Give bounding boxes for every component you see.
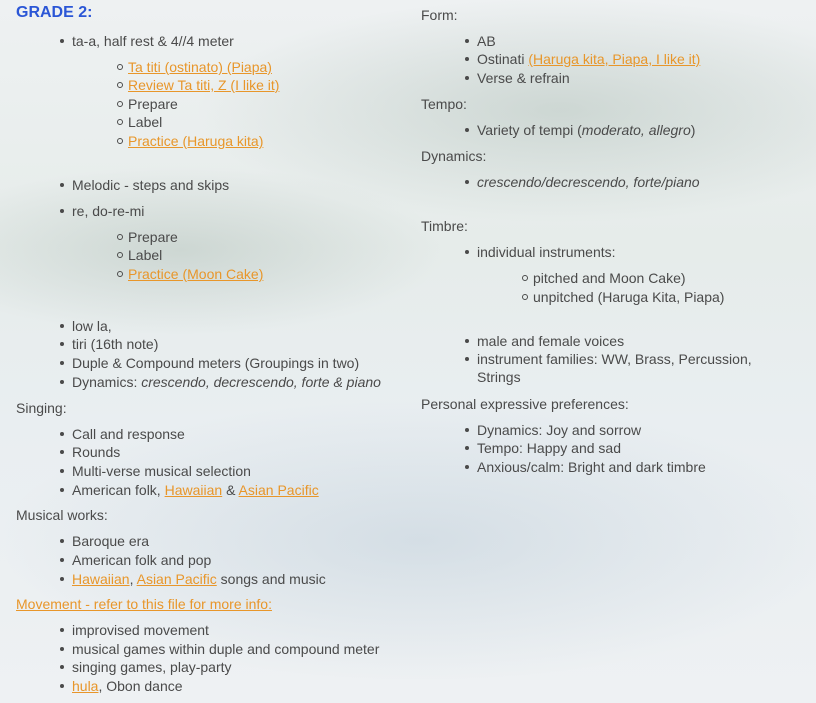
list-item: improvised movement bbox=[72, 622, 209, 638]
section-heading-singing: Singing: bbox=[16, 400, 67, 416]
asian-pacific-link[interactable]: Asian Pacific bbox=[238, 482, 319, 498]
list-item: Label bbox=[128, 114, 163, 130]
list-item: Prepare bbox=[128, 96, 178, 112]
section-heading-form: Form: bbox=[421, 7, 458, 23]
list-item-link[interactable]: Practice (Haruga kita) bbox=[128, 133, 264, 149]
list-item: individual instruments: bbox=[477, 244, 616, 260]
list-item: instrument families: WW, Brass, Percussion, Strings bbox=[477, 350, 777, 386]
list-item: Rounds bbox=[72, 444, 121, 460]
list-item: unpitched (Haruga Kita, Piapa) bbox=[533, 289, 725, 305]
list-item: Duple & Compound meters (Groupings in two) bbox=[72, 355, 360, 371]
list-item: Multi-verse musical selection bbox=[72, 463, 251, 479]
list-item: hula, Obon dance bbox=[72, 678, 183, 694]
list-item: tiri (16th note) bbox=[72, 336, 159, 352]
movement-heading-link[interactable]: Movement - refer to this file for more info: bbox=[16, 596, 272, 612]
list-item: low la, bbox=[72, 318, 112, 334]
list-item: Hawaiian, Asian Pacific songs and music bbox=[72, 571, 326, 587]
list-item: American folk, Hawaiian & Asian Pacific bbox=[72, 482, 319, 498]
list-item: Verse & refrain bbox=[477, 70, 570, 86]
section-heading-musical-works: Musical works: bbox=[16, 507, 108, 523]
list-item-link[interactable]: Review Ta titi, Z (I like it) bbox=[128, 77, 280, 93]
section-heading-dynamics: Dynamics: bbox=[421, 148, 487, 164]
list-item-link[interactable]: Ta titi (ostinato) (Piapa) bbox=[128, 59, 272, 75]
list-item: AB bbox=[477, 33, 496, 49]
list-item: singing games, play-party bbox=[72, 659, 232, 675]
list-item: Ostinati (Haruga kita, Piapa, I like it) bbox=[477, 51, 701, 67]
list-item: male and female voices bbox=[477, 333, 625, 349]
section-heading-timbre: Timbre: bbox=[421, 218, 468, 234]
list-item: musical games within duple and compound meter bbox=[72, 641, 380, 657]
list-item: crescendo/decrescendo, forte/piano bbox=[477, 174, 700, 190]
hula-link[interactable]: hula bbox=[72, 678, 99, 694]
ostinati-link[interactable]: (Haruga kita, Piapa, I like it) bbox=[528, 51, 701, 67]
list-item: Tempo: Happy and sad bbox=[477, 440, 621, 456]
list-item: Dynamics: crescendo, decrescendo, forte & piano bbox=[72, 374, 381, 390]
list-item: Anxious/calm: Bright and dark timbre bbox=[477, 459, 706, 475]
list-item: ta-a, half rest & 4//4 meter bbox=[72, 33, 234, 49]
hawaiian-link[interactable]: Hawaiian bbox=[164, 482, 223, 498]
list-item: Variety of tempi (moderato, allegro) bbox=[477, 122, 696, 138]
list-item: American folk and pop bbox=[72, 552, 212, 568]
list-item: re, do-re-mi bbox=[72, 203, 145, 219]
list-item: pitched and Moon Cake) bbox=[533, 270, 686, 286]
section-heading-tempo: Tempo: bbox=[421, 96, 467, 112]
list-item: Prepare bbox=[128, 229, 178, 245]
list-item: Baroque era bbox=[72, 533, 150, 549]
grade-heading: GRADE 2: bbox=[16, 4, 93, 21]
hawaiian-link[interactable]: Hawaiian bbox=[72, 571, 130, 587]
asian-pacific-link[interactable]: Asian Pacific bbox=[136, 571, 217, 587]
list-item: Label bbox=[128, 247, 163, 263]
list-item: Call and response bbox=[72, 426, 185, 442]
list-item-link[interactable]: Practice (Moon Cake) bbox=[128, 266, 264, 282]
list-item: Melodic - steps and skips bbox=[72, 177, 230, 193]
list-item: Dynamics: Joy and sorrow bbox=[477, 422, 642, 438]
section-heading-preferences: Personal expressive preferences: bbox=[421, 396, 629, 412]
